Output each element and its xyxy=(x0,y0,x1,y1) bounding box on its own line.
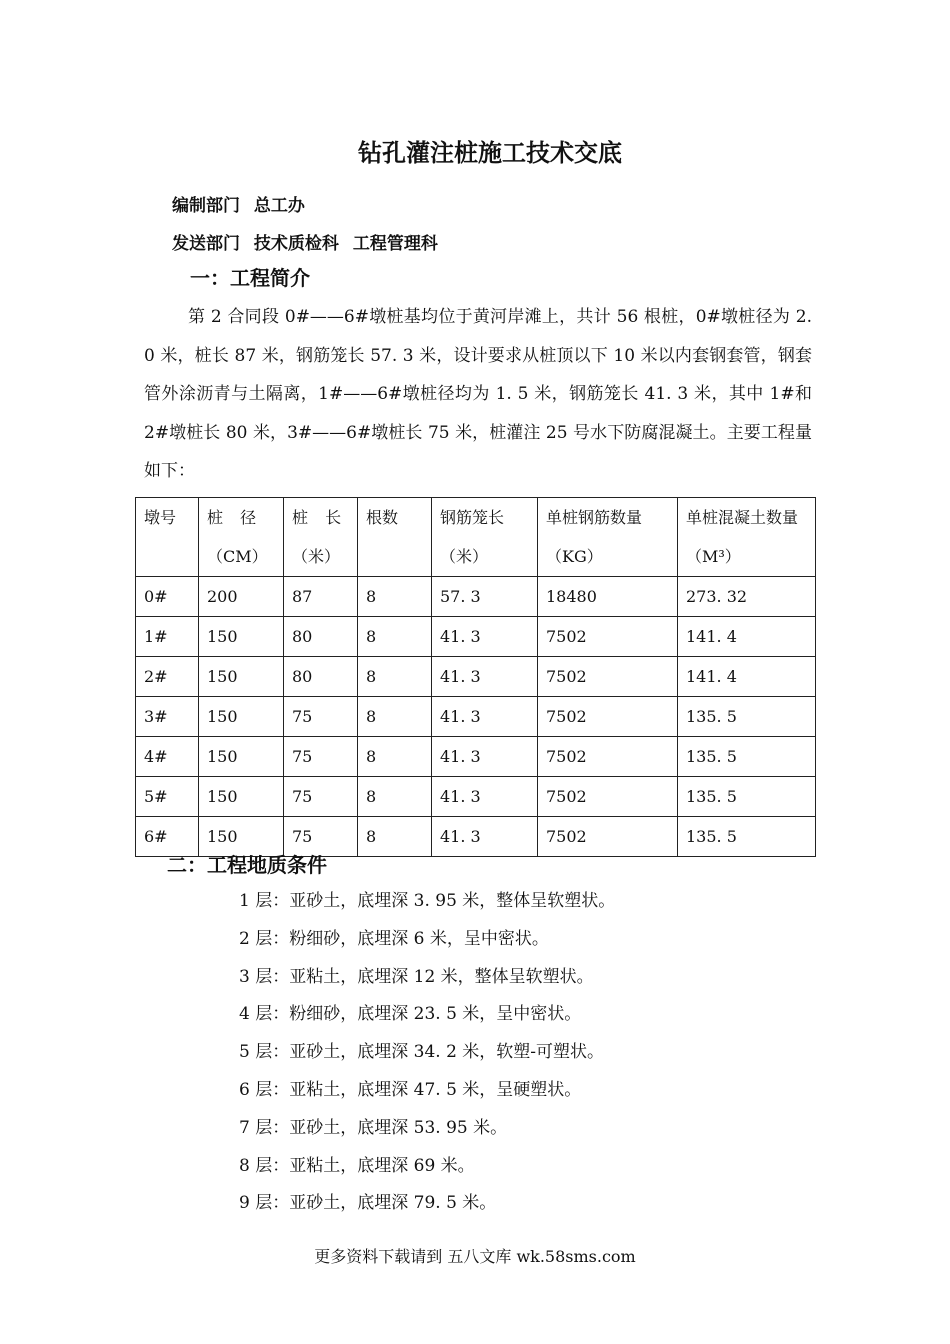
list-item: 4 层：粉细砂，底埋深 23. 5 米，呈中密状。 xyxy=(239,1004,582,1025)
cell-cage: 41. 3 xyxy=(432,817,538,857)
cell-length: 75 xyxy=(284,737,358,777)
cell-diameter: 150 xyxy=(199,617,284,657)
cell-pier: 1# xyxy=(136,617,199,657)
table-row xyxy=(136,617,816,657)
cell-count: 8 xyxy=(358,777,432,817)
cell-steel: 7502 xyxy=(538,817,678,857)
document-title: 钻孔灌注桩施工技术交底 xyxy=(358,139,622,167)
quantity-table xyxy=(135,497,816,857)
table-header-row xyxy=(136,498,816,577)
cell-diameter: 150 xyxy=(199,697,284,737)
geology-heading: 二：工程地质条件 xyxy=(167,853,327,877)
cell-pier: 0# xyxy=(136,577,199,617)
intro-heading: 一：工程简介 xyxy=(190,266,310,290)
cell-count: 8 xyxy=(358,737,432,777)
cell-steel: 7502 xyxy=(538,737,678,777)
compile-dept-value: 总工办 xyxy=(253,196,305,216)
intro-paragraph: 第 2 合同段 0#——6#墩桩基均位于黄河岸滩上，共计 56 根桩，0#墩桩径为 2. 0 米，桩长 87 米，钢筋笼长 57. 3 米，设计要求从桩顶以下 10 米以内套钢套管，钢套管外涂沥青与土隔离，1#——6#墩桩径均为 1. 5 米，钢筋笼长 41. 3 米，其中 1#和 2#墩桩长 80 米，3#——6#墩桩长 75 米，桩灌注 25 号水下防腐混凝土。主要工程量如下： xyxy=(144,307,812,481)
cell-count: 8 xyxy=(358,697,432,737)
header-count: 根数 xyxy=(358,498,432,577)
list-item: 7 层：亚砂土，底埋深 53. 95 米。 xyxy=(239,1117,508,1138)
cell-concrete: 273. 32 xyxy=(678,577,816,617)
cell-cage: 41. 3 xyxy=(432,777,538,817)
cell-concrete: 135. 5 xyxy=(678,697,816,737)
header-diameter: 桩 径 （CM） xyxy=(199,498,284,577)
table-row xyxy=(136,697,816,737)
send-dept-value-1: 技术质检科 xyxy=(253,234,339,254)
cell-concrete: 135. 5 xyxy=(678,737,816,777)
page-footer: 更多资料下载请到 五八文库 wk.58sms.com xyxy=(314,1247,636,1266)
cell-steel: 7502 xyxy=(538,697,678,737)
table-row xyxy=(136,737,816,777)
compile-dept-label: 编制部门 xyxy=(172,196,240,216)
cell-diameter: 150 xyxy=(199,817,284,857)
cell-length: 75 xyxy=(284,817,358,857)
header-concrete: 单桩混凝土数量（M³） xyxy=(678,498,816,577)
cell-steel: 7502 xyxy=(538,657,678,697)
send-dept-value-2: 工程管理科 xyxy=(352,234,438,254)
cell-cage: 41. 3 xyxy=(432,697,538,737)
cell-diameter: 200 xyxy=(199,577,284,617)
cell-steel: 7502 xyxy=(538,777,678,817)
table-row xyxy=(136,777,816,817)
header-length: 桩 长 （米） xyxy=(284,498,358,577)
cell-count: 8 xyxy=(358,657,432,697)
cell-pier: 6# xyxy=(136,817,199,857)
cell-concrete: 141. 4 xyxy=(678,617,816,657)
list-item: 1 层：亚砂土，底埋深 3. 95 米，整体呈软塑状。 xyxy=(239,891,616,911)
send-dept-label: 发送部门 xyxy=(172,234,240,254)
cell-length: 80 xyxy=(284,657,358,697)
cell-cage: 41. 3 xyxy=(432,617,538,657)
cell-concrete: 135. 5 xyxy=(678,777,816,817)
list-item: 2 层：粉细砂，底埋深 6 米，呈中密状。 xyxy=(239,928,549,949)
cell-count: 8 xyxy=(358,817,432,857)
header-pier: 墩号 xyxy=(136,498,199,577)
send-dept-line xyxy=(172,229,438,254)
cell-diameter: 150 xyxy=(199,737,284,777)
cell-count: 8 xyxy=(358,617,432,657)
geology-layer-list xyxy=(239,883,615,1223)
cell-length: 75 xyxy=(284,697,358,737)
cell-steel: 18480 xyxy=(538,577,678,617)
cell-length: 75 xyxy=(284,777,358,817)
cell-length: 80 xyxy=(284,617,358,657)
cell-pier: 3# xyxy=(136,697,199,737)
cell-diameter: 150 xyxy=(199,777,284,817)
table-row xyxy=(136,577,816,617)
list-item: 9 层：亚砂土，底埋深 79. 5 米。 xyxy=(239,1193,497,1214)
header-steel: 单桩钢筋数量 （KG） xyxy=(538,498,678,577)
cell-cage: 41. 3 xyxy=(432,737,538,777)
compile-dept-line xyxy=(172,191,305,216)
list-item: 8 层：亚粘土，底埋深 69 米。 xyxy=(239,1155,475,1176)
list-item: 5 层：亚砂土，底埋深 34. 2 米，软塑-可塑状。 xyxy=(239,1042,605,1063)
cell-steel: 7502 xyxy=(538,617,678,657)
cell-length: 87 xyxy=(284,577,358,617)
header-cage: 钢筋笼长 （米） xyxy=(432,498,538,577)
cell-concrete: 141. 4 xyxy=(678,657,816,697)
cell-diameter: 150 xyxy=(199,657,284,697)
cell-cage: 57. 3 xyxy=(432,577,538,617)
cell-concrete: 135. 5 xyxy=(678,817,816,857)
cell-pier: 2# xyxy=(136,657,199,697)
cell-pier: 4# xyxy=(136,737,199,777)
cell-count: 8 xyxy=(358,577,432,617)
list-item: 6 层：亚粘土，底埋深 47. 5 米，呈硬塑状。 xyxy=(239,1079,582,1100)
table-row xyxy=(136,657,816,697)
list-item: 3 层：亚粘土，底埋深 12 米，整体呈软塑状。 xyxy=(239,966,594,987)
cell-cage: 41. 3 xyxy=(432,657,538,697)
cell-pier: 5# xyxy=(136,777,199,817)
